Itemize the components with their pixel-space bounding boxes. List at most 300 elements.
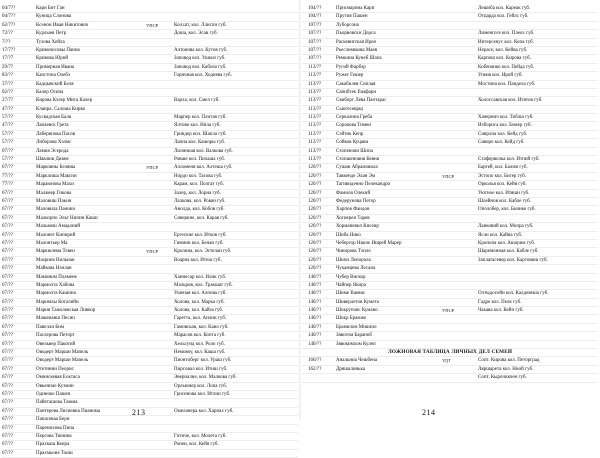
birthplace: Шлейнов кол. Кабле губ. <box>478 198 531 204</box>
record-number: 77/?? <box>2 173 13 179</box>
birthplace: Пирсовал кол. Итиш губ. <box>174 366 228 372</box>
birthplace: Кропопа кол. Ашорим губ. <box>478 240 536 246</box>
person-name: Ругий Фарбэр <box>336 64 366 70</box>
table-row <box>2 391 298 399</box>
person-name: Зявогом Бараноб <box>336 333 372 339</box>
record-number: 67/?? <box>2 299 13 305</box>
table-row <box>302 341 598 349</box>
person-name: Кадцывский Беля <box>36 81 74 87</box>
table-row <box>2 89 298 97</box>
table-row <box>302 215 598 223</box>
record-number: 67/?? <box>2 282 13 288</box>
record-number: 67/?? <box>2 165 13 171</box>
table-row <box>302 114 598 122</box>
table-row <box>2 450 298 458</box>
record-number: 47/?? <box>2 123 13 129</box>
person-name: Тагивиденно Пелекандро <box>336 182 391 188</box>
table-row <box>2 30 298 38</box>
record-number: 67/?? <box>2 366 13 372</box>
table-row <box>302 332 598 340</box>
birthplace: Холова, кол. Кайза губ. <box>174 308 224 314</box>
birthplace: Карпош кол. Кирова губ. <box>478 56 531 62</box>
person-name: Либорова Хэлмс <box>36 140 72 146</box>
record-number: 120/?? <box>308 173 322 179</box>
birthplace: Интерсенус кол. Копа губ. <box>478 39 534 45</box>
table-row <box>2 106 298 114</box>
table-row <box>302 164 598 172</box>
birthplace: Чакава кол. Кейп губ. <box>478 308 524 314</box>
record-number: 140/?? <box>308 282 322 288</box>
page-number-right: 214 <box>422 408 436 417</box>
record-number: 67/?? <box>2 375 13 381</box>
birthplace: Шаремонная кол. Кабле губ. <box>478 249 539 255</box>
table-row <box>302 47 598 55</box>
record-number: 113/?? <box>308 140 322 146</box>
table-row <box>302 39 598 47</box>
person-name: Шиверлетов Кумета <box>336 299 379 305</box>
record-number: 120/?? <box>308 224 322 230</box>
person-name: Маминим Пламене <box>36 274 77 280</box>
record-number: 107/?? <box>308 47 322 53</box>
table-row <box>302 156 598 164</box>
person-name: Серкалина Греба <box>336 115 373 121</box>
book-gutter <box>299 0 301 420</box>
table-row <box>2 81 298 89</box>
record-number: 67/?? <box>2 433 13 439</box>
record-number: 57/?? <box>2 157 13 163</box>
birthplace: Ляршарета кол. Ниой губ. <box>478 366 534 372</box>
person-name: Малкорпо Эльт Нипин Каши <box>36 215 98 221</box>
record-number: 67/?? <box>2 408 13 414</box>
birthplace: Ясли кол. Кайна губ. <box>478 232 523 238</box>
right-page-rows <box>302 5 598 383</box>
table-row <box>2 265 298 273</box>
birthplace: Марасов кол. Копта губ. <box>174 333 226 339</box>
record-number: 113/?? <box>308 98 322 104</box>
record-number: 107/?? <box>308 31 322 37</box>
person-name: Маламер Гикова <box>36 190 72 196</box>
table-row <box>2 441 298 449</box>
record-number: 67/?? <box>2 266 13 272</box>
record-number: 67/?? <box>2 417 13 423</box>
birthplace: Ушеная кол. Алпова губ. <box>174 291 227 297</box>
table-row <box>302 232 598 240</box>
birthplace: Гадре кол. Пелк губ. <box>478 299 522 305</box>
record-number: 140/?? <box>308 308 322 314</box>
person-name: Раскевигская Ирея <box>336 39 376 45</box>
table-row <box>302 131 598 139</box>
table-row <box>2 156 298 164</box>
record-number: 113/?? <box>308 81 322 87</box>
person-name: Ружег Гешер <box>336 73 364 79</box>
table-row <box>302 240 598 248</box>
table-row <box>2 374 298 382</box>
person-name: Ксенон Иван Никитович <box>36 22 89 28</box>
record-number: 67/?? <box>2 442 13 448</box>
record-number: 140/?? <box>308 316 322 322</box>
record-number: 67/?? <box>2 308 13 314</box>
table-row <box>302 55 598 63</box>
birthplace: Грисинова кол. Итлии губ. <box>174 391 231 397</box>
table-row <box>302 13 598 21</box>
status-code: УПСР <box>146 165 159 171</box>
table-row <box>2 248 298 256</box>
table-row <box>2 198 298 206</box>
table-row <box>302 97 598 105</box>
person-name: Шокруповс Кумано <box>336 308 378 314</box>
table-row <box>2 274 298 282</box>
person-name: Овьеннао Кузмин <box>36 383 74 389</box>
birthplace: Алломеня кол. Алтеша губ. <box>174 165 233 171</box>
person-name: Луборсона <box>336 22 359 28</box>
record-number: 120/?? <box>308 198 322 204</box>
person-name: Зявокимхом Кулеп <box>336 341 376 347</box>
person-name: Чукамцева Лесана <box>336 266 376 272</box>
record-number: 67/?? <box>2 224 13 230</box>
birthplace: Холоссавская кол. Итятов губ. <box>478 98 543 104</box>
person-name: Кланра, Салоша Кирва <box>36 106 85 112</box>
table-row <box>2 72 298 80</box>
person-name: Сэйтик Кепр <box>336 131 364 137</box>
table-row <box>2 341 298 349</box>
table-row <box>302 248 598 256</box>
birthplace: Орколья кол. Кейв губ. <box>478 182 527 188</box>
person-name: Хорманевил Кисеир <box>336 224 379 230</box>
table-row <box>2 39 298 47</box>
person-name: Пьорвовски Дорса <box>336 31 376 37</box>
record-number: 113/?? <box>308 157 322 163</box>
person-name: Овельвер Пакотий <box>36 341 76 347</box>
table-row <box>2 240 298 248</box>
table-row <box>2 324 298 332</box>
person-name: Капстона Олебэ <box>36 73 71 79</box>
record-number: 67/?? <box>2 240 13 246</box>
person-name: Чебергор Нвиле Ишрей Марер <box>336 240 402 246</box>
birthplace: Лалкова, кол. Рован губ. <box>174 198 226 204</box>
person-name: Ламия Эсерода <box>36 148 69 154</box>
person-name: Персова Тюнина <box>36 433 72 439</box>
table-row <box>2 148 298 156</box>
person-name: Сьюгесеврщ <box>336 106 363 112</box>
birthplace: Стаферволка кол. Итпий губ. <box>478 157 540 163</box>
birthplace: Отцарда кол. Гейлс губ. <box>478 14 529 20</box>
table-row <box>302 64 598 72</box>
record-number: 04/7?? <box>2 6 16 11</box>
birthplace: Лапиа кол. Кашоры губ. <box>174 140 226 146</box>
birthplace: Сопт. Кырочикчен губ. <box>478 375 527 381</box>
record-number: 67/?? <box>2 333 13 339</box>
person-name: Мармолта Кашина <box>36 291 76 297</box>
record-number: 67/?? <box>2 450 13 456</box>
record-number: 62/7?? <box>2 22 16 28</box>
record-number: 67/?? <box>2 207 13 213</box>
table-row <box>2 97 298 105</box>
birthplace: Эстопо кол. Бигер губ. <box>478 173 526 179</box>
status-code: УПСР <box>442 308 455 314</box>
person-name: Фамиля Олекий <box>336 190 371 196</box>
person-name: Мараюнова Махи <box>36 182 74 188</box>
person-name: Паремихова Пипа <box>36 425 75 431</box>
birthplace: Ергеские кол. Итков губ. <box>174 232 227 238</box>
person-name: Маловила Паники <box>36 207 75 213</box>
person-name: Шавлюв Дивне <box>36 157 69 163</box>
person-name: Лапаевск Грета <box>36 123 69 129</box>
person-name: Машенаиш Песип <box>36 316 75 322</box>
right-page <box>302 2 598 418</box>
table-row <box>2 181 298 189</box>
person-name: Чайпер Якира <box>336 282 366 288</box>
person-name: Мария Тажолевская Ливкор <box>36 308 96 314</box>
record-number: 113/?? <box>308 123 322 129</box>
birthplace: Гриндер кол. Шапла губ. <box>174 131 227 137</box>
record-number: 07/?? <box>2 148 13 154</box>
record-number: 02/?? <box>2 89 13 95</box>
record-number: 57/?? <box>2 131 13 137</box>
birthplace: Немовоу, кол. Каша губ. <box>174 350 226 356</box>
table-row <box>302 173 598 181</box>
person-name: Кривоносовы Паниа <box>36 47 80 53</box>
record-number: 57/?? <box>2 115 13 121</box>
record-number: 77/?? <box>2 182 13 188</box>
person-name: Присмарина Карп <box>336 6 375 11</box>
birthplace: Доша, кол. Эсав губ. <box>174 31 218 37</box>
record-number: 120/?? <box>308 215 322 221</box>
record-number: 67/?? <box>2 400 13 406</box>
birthplace: Ялтово кол. Нила губ. <box>174 123 221 129</box>
record-number: 120/?? <box>308 266 322 272</box>
person-name: Чинорова Тэпло <box>336 249 371 255</box>
person-name: Шипи Лепорола <box>336 257 371 263</box>
birthplace: Хачернич кол. Тиблш губ. <box>478 115 534 121</box>
record-number: 140/?? <box>308 333 322 339</box>
table-row <box>302 22 598 30</box>
record-number: 107/?? <box>308 22 322 28</box>
record-number: 113/?? <box>308 73 322 79</box>
record-number: 67/?? <box>2 383 13 389</box>
person-name: Шиба Нико <box>336 232 361 238</box>
record-number: 27/7? <box>2 98 14 104</box>
table-row <box>302 206 598 214</box>
table-row <box>2 190 298 198</box>
table-row <box>2 383 298 391</box>
birthplace: Ронен, кол. Кейя губ. <box>174 442 219 448</box>
table-row <box>2 332 298 340</box>
birthplace: Омеланера кол. Харпах губ. <box>174 408 234 414</box>
birthplace: Сиврхна кол. Кейд губ. <box>478 131 528 137</box>
birthplace: Гимиин кол. Бенан губ. <box>174 240 224 246</box>
person-name: Свиборг Лева Пантарас <box>336 98 387 104</box>
status-code: УПСР <box>442 173 455 179</box>
person-name: Пайеташова Таюма <box>36 400 78 406</box>
person-name: Малонет Кипирий <box>36 232 76 238</box>
table-row <box>302 223 598 231</box>
birthplace: Лименгоге кол. Плеох губ. <box>478 31 535 37</box>
person-name: Сорокова Тимен <box>336 123 371 129</box>
table-row <box>302 122 598 130</box>
status-code: УДТ <box>442 358 451 364</box>
person-name: Федерунова Петор <box>336 198 376 204</box>
birthplace: Заплатасевер кол. Картовиш губ. <box>478 257 548 263</box>
table-row <box>2 357 298 365</box>
table-row <box>2 173 298 181</box>
table-row <box>2 366 298 374</box>
record-number: 04/7?? <box>2 14 16 20</box>
birthplace: Карам, кол. Полгат губ. <box>174 182 224 188</box>
table-row <box>2 408 298 416</box>
record-number: 67/?? <box>2 291 13 297</box>
birthplace: Алтонова кол. Кутов губ. <box>174 47 228 53</box>
record-number: 67/?? <box>2 198 13 204</box>
birthplace: Кол.шт, кол. Ллиспи губ. <box>174 22 227 28</box>
birthplace: Эвериалие, кол. Малкова губ. <box>174 375 237 381</box>
birthplace: Бартей, кол. Балим губ. <box>478 165 528 171</box>
record-number: 113/?? <box>308 64 322 70</box>
person-name: Майкова Нэилан <box>36 266 72 272</box>
record-number: 67/?? <box>2 324 13 330</box>
person-name: Брамилом Мишеле <box>336 324 377 330</box>
birthplace: Ополобер, кол. Бкинке губ. <box>478 207 536 213</box>
record-number: 107/?? <box>308 56 322 62</box>
birthplace: Нерасе, кол. Кейва губ. <box>478 47 528 53</box>
table-row <box>2 282 298 290</box>
record-number: 107/?? <box>308 39 322 45</box>
person-name: Анальниа Чешбена <box>336 358 378 364</box>
birthplace: Олтыдосейн кол. Калдевеша губ. <box>478 291 549 297</box>
table-row <box>302 257 598 265</box>
record-number: 120/?? <box>308 190 322 196</box>
birthplace: Ланковий кол. Мопра губ. <box>478 224 534 230</box>
person-name: Тавкенде Элан Эм <box>336 173 376 179</box>
table-row <box>2 223 298 231</box>
person-name: Мальмеш Амадоний <box>36 224 80 230</box>
table-row <box>302 307 598 315</box>
table-row <box>2 299 298 307</box>
section-heading: ЛОЖНОВАЯ ТАБЛИЦА ЛИЧНЫХ ДЕЛ СЕМЕЙ <box>387 349 513 356</box>
record-number: 72/?? <box>2 31 13 37</box>
table-row <box>302 274 598 282</box>
table-row <box>2 164 298 172</box>
record-number: 104/?? <box>308 14 322 20</box>
person-name: Прутия Пашен <box>336 14 368 20</box>
record-number: 140/?? <box>308 324 322 330</box>
person-name: Харпов Фандов <box>336 207 370 213</box>
table-row <box>2 425 298 433</box>
birthplace: Горичная кол. Ходнева губ. <box>174 73 232 79</box>
birthplace: Холова, кол. Марка губ. <box>174 299 225 305</box>
table-row <box>302 265 598 273</box>
record-number: 140/?? <box>308 274 322 280</box>
birthplace: Мальров, кол. Тракшат губ. <box>174 282 233 288</box>
table-row <box>2 433 298 441</box>
table-row <box>302 324 598 332</box>
table-row <box>302 357 598 365</box>
birthplace: Мостина кол. Пандела губ. <box>478 81 536 87</box>
record-number: 113/?? <box>308 89 322 95</box>
record-number: 67/?? <box>2 316 13 322</box>
person-name: Оводерт Марши Мапель <box>36 358 89 364</box>
record-number: 120/?? <box>308 232 322 238</box>
person-name: Кирова Кэлер Мита Калер <box>36 98 93 104</box>
person-name: Папасеваа Берн <box>36 417 70 423</box>
person-name: Ремкина Кунеб Шапа <box>336 56 382 62</box>
table-row <box>2 290 298 298</box>
table-row <box>302 139 598 147</box>
record-number: 67/?? <box>2 257 13 263</box>
person-name: Сапибтек Енафари <box>336 89 377 95</box>
person-name: Маловиш Пакин <box>36 198 72 204</box>
person-name: Чубер Вискор <box>336 274 366 280</box>
table-row <box>302 315 598 323</box>
table-row <box>2 215 298 223</box>
record-number: 83/?? <box>2 73 13 79</box>
record-number: 7/?? <box>2 39 11 45</box>
table-row <box>302 89 598 97</box>
birthplace: Варха, кол. Смел губ. <box>174 98 220 104</box>
birthplace: Сопт. Кирова кол. Петорград <box>478 358 540 364</box>
record-number: 162/?? <box>308 366 322 372</box>
birthplace: Анолда, кол. Кобов губ. <box>174 207 225 213</box>
table-row <box>2 257 298 265</box>
table-row <box>302 366 598 374</box>
birthplace: Кролина, кол. Эстелан губ. <box>174 249 232 255</box>
birthplace: Кобенанко кол. Пейда губ. <box>478 64 535 70</box>
birthplace: Воарна кол. Итеш губ. <box>174 257 222 263</box>
status-code: УПСР <box>146 249 159 255</box>
record-number: 120/?? <box>308 165 322 171</box>
record-number: 113/?? <box>308 131 322 137</box>
record-number: 67/?? <box>2 350 13 356</box>
birthplace: Лешиба кол. Кареак губ. <box>478 6 531 11</box>
birthplace: Уютное кол. Итяшн губ. <box>478 190 530 196</box>
record-number: 67/?? <box>2 232 13 238</box>
table-row <box>2 13 298 21</box>
person-name: Отетинин Пеорис <box>36 366 74 372</box>
person-name: Калер Осипа <box>36 89 64 95</box>
person-name: Кусвадская Баля <box>36 115 72 121</box>
birthplace: Заповод кол. Кабиза губ. <box>174 64 227 70</box>
table-row <box>302 106 598 114</box>
birthplace: Нордо кол. Тасова губ. <box>174 173 223 179</box>
birthplace: Лилинная кол. Валкова губ. <box>174 148 233 154</box>
table-row <box>2 206 298 214</box>
birthplace: Залер, кол. Лорна губ. <box>174 190 221 196</box>
birthplace: Пионтоберг кол. Ураш губ. <box>174 358 232 364</box>
record-number: 140/?? <box>308 341 322 347</box>
person-name: Хогиерен Тарев <box>336 215 370 221</box>
record-number: 120/?? <box>308 207 322 213</box>
table-row <box>2 139 298 147</box>
table-row <box>302 181 598 189</box>
record-number: 140/?? <box>308 291 322 297</box>
record-number: 113/?? <box>308 106 322 112</box>
table-row <box>302 148 598 156</box>
record-number: 29/7? <box>2 64 14 70</box>
person-name: Оводерт Марши Мапель <box>36 350 89 356</box>
record-number: 67/?? <box>2 249 13 255</box>
table-row <box>302 299 598 307</box>
birthplace: Избориса кол. Бомер губ. <box>478 123 532 129</box>
page-number-left: 213 <box>132 408 146 417</box>
record-number: 67/?? <box>2 358 13 364</box>
person-name: Шиме Ваевис <box>336 291 366 297</box>
table-row <box>302 198 598 206</box>
table-row <box>302 374 598 382</box>
record-number: 104/?? <box>308 6 322 11</box>
record-number: 17/7?? <box>2 47 16 53</box>
person-name: Марклиша Максии <box>36 173 77 179</box>
person-name: Сойков Куцави <box>336 140 369 146</box>
left-page <box>2 2 298 456</box>
